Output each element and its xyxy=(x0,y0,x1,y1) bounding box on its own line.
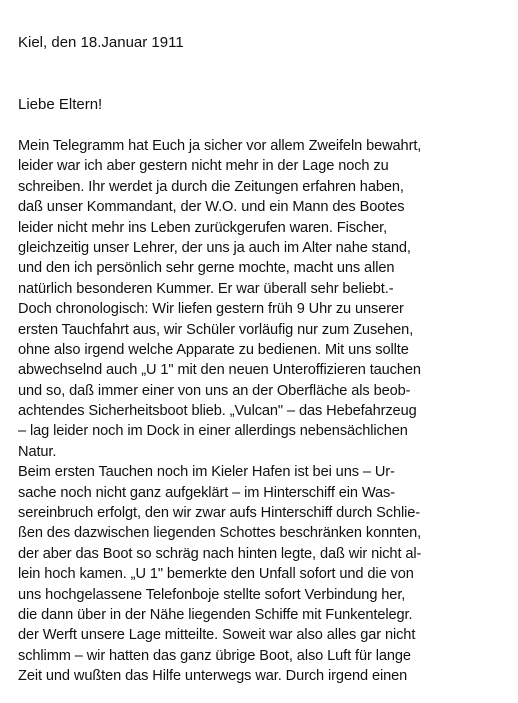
body-line: Mein Telegramm hat Euch ja sicher vor allem Zweifeln bewahrt, xyxy=(18,138,422,154)
body-line: Natur. xyxy=(18,443,57,460)
letter-dateline: Kiel, den 18.Januar 1911 xyxy=(18,34,184,51)
body-line: der aber das Boot so schräg nach hinten legte, daß wir nicht al- xyxy=(18,545,422,562)
body-line: ßen des dazwischen liegenden Schottes beschränken konnten, xyxy=(18,525,422,542)
body-line: und so, daß immer einer von uns an der Oberfläche als beob- xyxy=(18,382,411,399)
body-line: abwechselnd auch „U 1" mit den neuen Unteroffizieren tauchen xyxy=(18,362,421,379)
body-line: leider war ich aber gestern nicht mehr in der Lage noch zu xyxy=(18,158,389,175)
body-line: achtendes Sicherheitsboot blieb. „Vulcan" – das Hebefahrzeug xyxy=(18,403,417,420)
body-line: und den ich persönlich sehr gerne mochte, macht uns allen xyxy=(18,260,395,277)
body-line: ohne also irgend welche Apparate zu bedienen. Mit uns sollte xyxy=(18,341,409,358)
body-line: schreiben. Ihr werdet ja durch die Zeitungen erfahren haben, xyxy=(18,178,404,195)
body-line: uns hochgelassene Telefonboje stellte sofort Verbindung her, xyxy=(18,586,406,603)
body-line: ersten Tauchfahrt aus, wir Schüler vorläufig nur zum Zusehen, xyxy=(18,321,414,338)
body-line: Zeit und wußten das Hilfe unterwegs war. Durch irgend einen xyxy=(18,668,408,685)
body-line: lein hoch kamen. „U 1" bemerkte den Unfall sofort und die von xyxy=(18,566,414,583)
body-line: Doch chronologisch: Wir liefen gestern früh 9 Uhr zu unserer xyxy=(18,301,404,318)
body-line: sache noch nicht ganz aufgeklärt – im Hinterschiff ein Was- xyxy=(18,484,395,501)
letter-body xyxy=(18,136,513,687)
body-line: daß unser Kommandant, der W.O. und ein Mann des Bootes xyxy=(18,199,405,216)
body-line: natürlich besonderen Kummer. Er war überall sehr beliebt.- xyxy=(18,280,394,297)
body-line: Beim ersten Tauchen noch im Kieler Hafen ist bei uns – Ur- xyxy=(18,464,395,481)
body-line: sereinbruch erfolgt, den wir zwar aufs Hinterschiff durch Schlie- xyxy=(18,505,421,522)
body-line: – lag leider noch im Dock in einer allerdings nebensächlichen xyxy=(18,423,408,440)
body-line: leider nicht mehr ins Leben zurückgerufen waren. Fischer, xyxy=(18,219,388,236)
letter-salutation: Liebe Eltern! xyxy=(18,96,103,113)
body-line: die dann über in der Nähe liegenden Schiffe mit Funkentelegr. xyxy=(18,606,413,623)
body-line: gleichzeitig unser Lehrer, der uns ja auch im Alter nahe stand, xyxy=(18,239,411,256)
body-line: schlimm – wir hatten das ganz übrige Boot, also Luft für lange xyxy=(18,647,411,664)
body-line: der Werft unsere Lage mitteilte. Soweit war also alles gar nicht xyxy=(18,627,416,644)
